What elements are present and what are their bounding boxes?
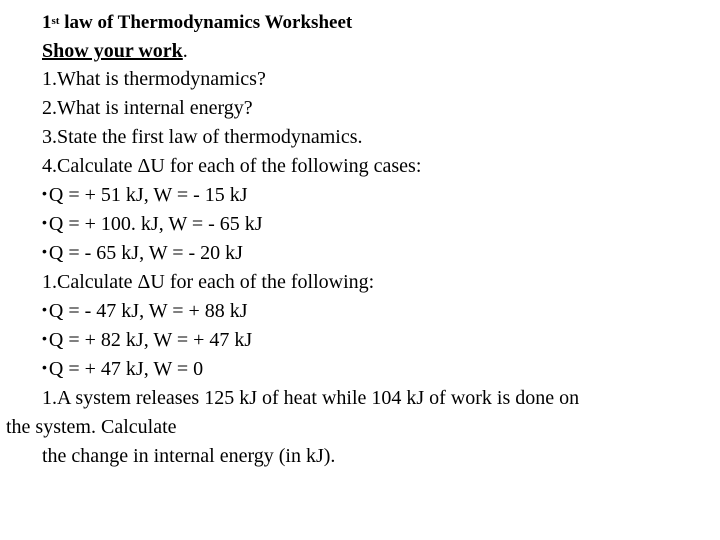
case-text: Q = + 82 kJ, W = + 47 kJ	[48, 329, 253, 351]
case-text: Q = + 100. kJ, W = - 65 kJ	[48, 213, 263, 235]
show-your-work-label: Show your work	[42, 40, 183, 62]
bullet-icon: •	[42, 185, 47, 201]
final-question-line-1: 1.A system releases 125 kJ of heat while 104 kJ of work is done on	[42, 387, 580, 409]
question-3: 3.State the first law of thermodynamics.	[42, 126, 363, 148]
bullet-icon: •	[42, 214, 47, 230]
bullet-icon: •	[42, 359, 47, 375]
bullet-icon: •	[42, 243, 47, 259]
instruction-line	[42, 39, 188, 63]
case-set1-item-1	[42, 183, 248, 208]
case-text: Q = - 65 kJ, W = - 20 kJ	[48, 242, 243, 264]
case-set1-item-2	[42, 212, 263, 237]
case-text: Q = + 51 kJ, W = - 15 kJ	[48, 184, 248, 206]
bullet-icon: •	[42, 330, 47, 346]
question-2: 2.What is internal energy?	[42, 97, 253, 119]
title-superscript: st	[51, 15, 60, 27]
question-4: 4.Calculate ΔU for each of the following cases:	[42, 155, 422, 177]
question-1: 1.What is thermodynamics?	[42, 68, 266, 90]
instruction-tail: .	[182, 40, 188, 62]
final-question-line-3: the change in internal energy (in kJ).	[42, 445, 336, 467]
case-text: Q = - 47 kJ, W = + 88 kJ	[48, 300, 248, 322]
case-set2-item-1	[42, 299, 248, 324]
title-number: 1	[42, 12, 52, 33]
worksheet-title	[42, 11, 352, 35]
case-text: Q = + 47 kJ, W = 0	[48, 358, 204, 380]
title-rest: law of Thermodynamics Worksheet	[59, 12, 353, 33]
bullet-icon: •	[42, 301, 47, 317]
case-set1-item-3	[42, 241, 243, 266]
case-set2-item-2	[42, 328, 252, 353]
final-question-line-2: the system. Calculate	[6, 416, 177, 438]
case-set2-item-3	[42, 357, 203, 382]
question-part2: 1.Calculate ΔU for each of the following:	[42, 271, 375, 293]
